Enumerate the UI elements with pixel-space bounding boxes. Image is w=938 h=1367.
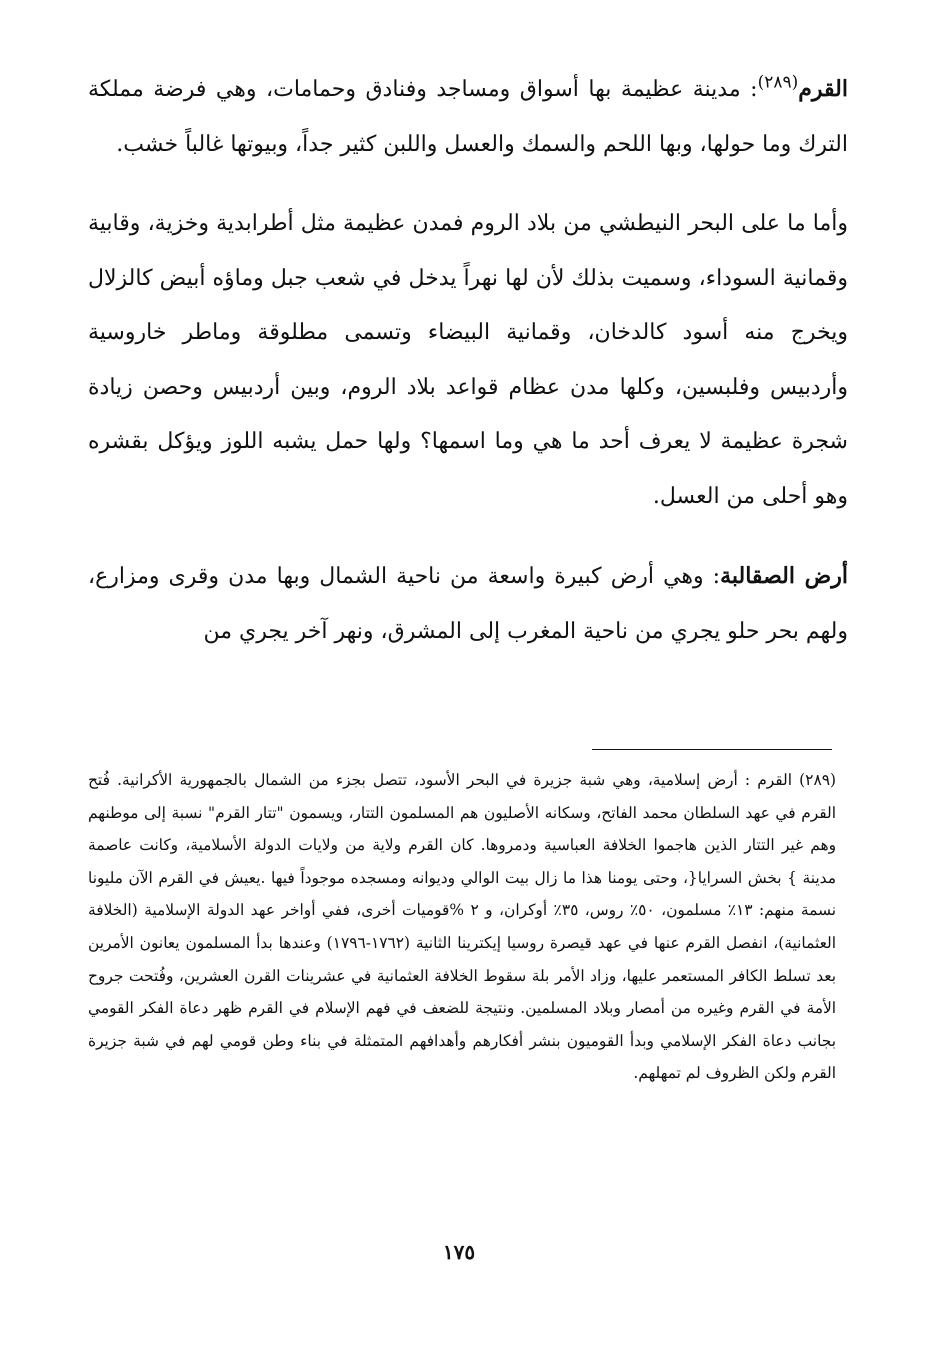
term-slavs: أرض الصقالبة	[720, 563, 848, 589]
footnote-divider	[592, 749, 832, 750]
paragraph-slavs	[88, 549, 848, 659]
page-number: ١٧٥	[442, 1240, 476, 1264]
footnote-reference[interactable]: (٢٨٩)	[757, 72, 799, 93]
paragraph-crimea-text: : مدينة عظيمة بها أسواق ومساجد وفنادق وحمامات، وهي فرضة مملكة الترك وما حولها، وبها اللحم والسمك والعسل واللبن كثير جداً، وبيوتها غالباً خشب.	[88, 77, 848, 157]
main-text	[88, 62, 848, 684]
paragraph-slavs-text: : وهي أرض كبيرة واسعة من ناحية الشمال وبها مدن وقرى ومزارع، ولهم بحر حلو يجري من ناحية المغرب إلى المشرق، ونهر آخر يجري من	[88, 564, 848, 644]
paragraph-black-sea-cities-text: وأما ما على البحر النيطشي من بلاد الروم فمدن عظيمة مثل أطرابدية وخزية، وقابية وقمانية السوداء، وسميت بذلك لأن لها نهراً يدخل في شعب جبل وماؤه أبيض كالزلال ويخرج منه أسود كالدخان، وقمانية البيضاء وتسمى مطلوقة وماطر خاروسية وأردبيس وفلبسين، وكلها مدن عظام قواعد بلاد الروم، وبين أردبيس وحصن زيادة شجرة عظيمة لا يعرف أحد ما هي وما اسمها؟ ولها حمل يشبه اللوز ويؤكل بقشره وهو أحلى من العسل.	[88, 211, 848, 509]
footnote-289: (٢٨٩) القرم : أرض إسلامية، وهي شبة جزيرة في البحر الأسود، تتصل بجزء من الشمال بالجمهورية الأكرانية. فُتح القرم في عهد السلطان محمد الفاتح، وسكانه الأصليون هم المسلمون التتار، ويسمون "تتار القرم" نسبة إلى موطنهم وهم غير التتار الذين هاجموا الخلافة العباسية ودمروها. كان القرم ولاية من ولايات الدولة الأسلامية، وكانت عاصمة مدينة } بخش السرايا{، وحتى يومنا هذا ما زال بيت الوالي وديوانه ومسجده موجوداً فيها .يعيش في القرم الآن مليونا نسمة منهم: ١٣٪ مسلمون، ٥٠٪ روس، ٣٥٪ أوكران، و ٢ %قوميات أخرى، ففي أواخر عهد الدولة الإسلامية (الخلافة العثمانية)، انفصل القرم عنها في عهد قيصرة روسيا إيكترينا الثانية (١٧٦٢-١٧٩٦) وعندها بدأ المسلمون يعانون الأمرين بعد تسلط الكافر المستعمر عليها، وزاد الأمر بلة سقوط الخلافة العثمانية في عشرينات القرن العشرين، وفُتحت جروح الأمة في القرم وغيره من أمصار وبلاد المسلمين. ونتيجة للضعف في فهم الإسلام في القرم ظهر دعاة الفكر القومي بجانب دعاة الفكر الإسلامي وبدأ القوميون بنشر أفكارهم وأهدافهم المتمثلة في بناء وطن قومي لهم في شبة جزيرة القرم ولكن الظروف لم تمهلهم.	[88, 771, 837, 1083]
paragraph-crimea	[88, 62, 848, 172]
paragraph-black-sea-cities	[88, 197, 848, 524]
term-crimea: القرم	[798, 76, 848, 102]
